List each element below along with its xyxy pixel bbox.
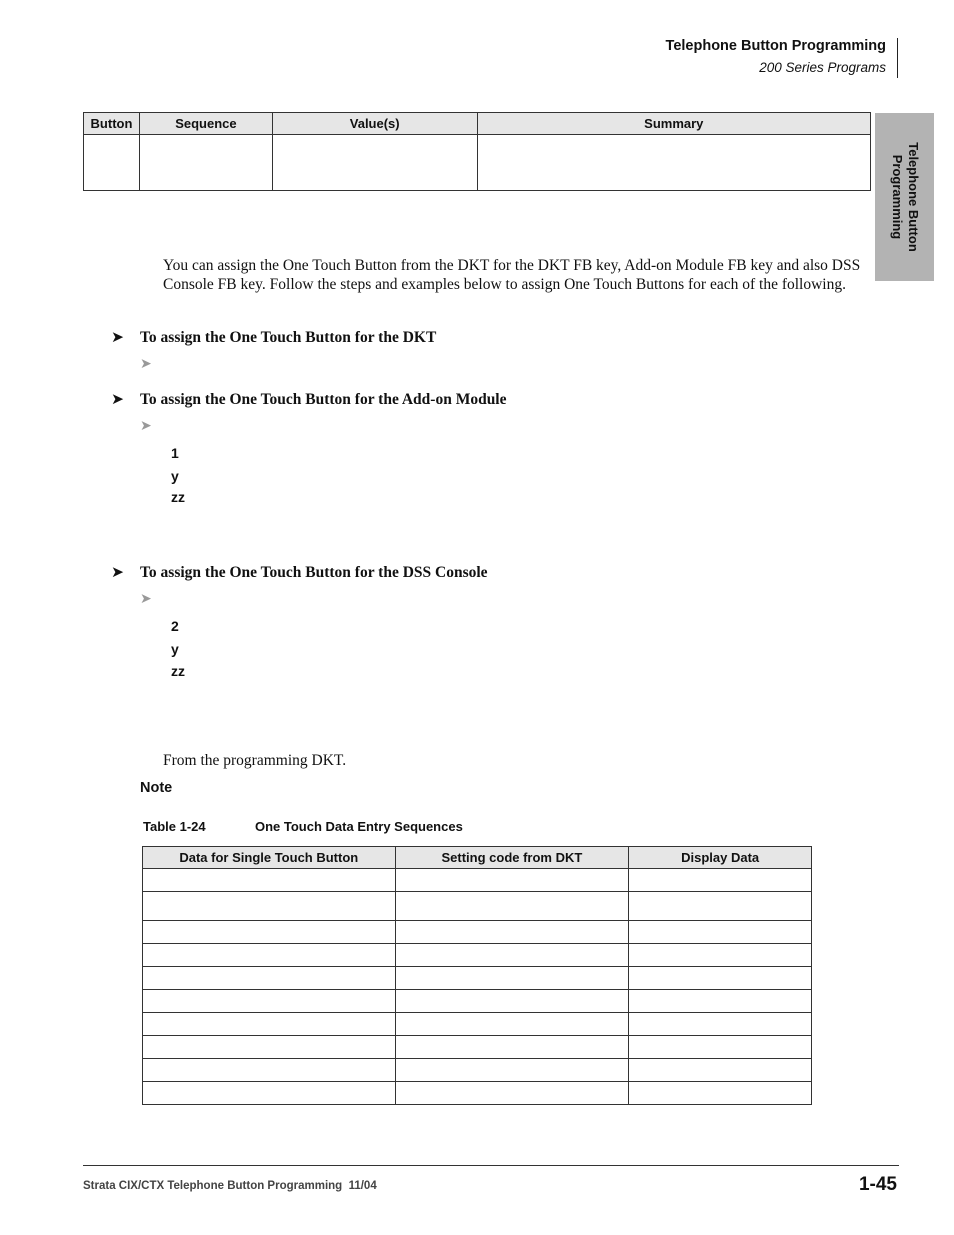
table-row	[84, 135, 871, 191]
table-title: One Touch Data Entry Sequences	[255, 819, 463, 834]
table-cell	[395, 869, 629, 892]
table-row	[143, 1013, 812, 1036]
step-arrow-icon: ➤	[140, 591, 152, 607]
side-tab-line-1: Telephone Button	[905, 142, 921, 252]
table-cell	[143, 1059, 396, 1082]
section-heading-dss-console	[111, 563, 488, 582]
table-cell	[143, 921, 396, 944]
header-divider	[897, 38, 898, 78]
table-cell	[139, 135, 272, 191]
note-label: Note	[140, 780, 173, 796]
from-dkt-text: From the programming DKT.	[163, 752, 347, 769]
table-row	[143, 1036, 812, 1059]
chapter-side-tab	[875, 113, 934, 281]
table-cell	[629, 892, 812, 921]
code-value: y	[171, 641, 179, 657]
table-cell	[629, 1013, 812, 1036]
code-value: zz	[171, 489, 185, 505]
footer-document-title: Strata CIX/CTX Telephone Button Programming 11/04	[83, 1180, 377, 1192]
table-cell	[629, 967, 812, 990]
table-cell	[395, 1082, 629, 1105]
table-row	[143, 1082, 812, 1105]
table-cell	[629, 1082, 812, 1105]
table-row	[143, 1059, 812, 1082]
table-row	[143, 967, 812, 990]
table-cell	[629, 944, 812, 967]
code-value: 2	[171, 618, 179, 634]
column-header-button: Button	[84, 113, 140, 135]
table-header-row	[143, 847, 812, 869]
column-header-display-data: Display Data	[629, 847, 812, 869]
table-cell	[143, 892, 396, 921]
side-tab-line-2: Programming	[889, 154, 905, 240]
table-cell	[395, 1059, 629, 1082]
table-cell	[272, 135, 477, 191]
column-header-setting-code: Setting code from DKT	[395, 847, 629, 869]
table-row	[143, 921, 812, 944]
table-row	[143, 944, 812, 967]
arrow-icon: ➤	[111, 390, 124, 408]
section-heading-text: To assign the One Touch Button for the DKT	[140, 329, 437, 346]
table-cell	[395, 892, 629, 921]
side-tab-label	[889, 142, 921, 252]
table-row	[143, 892, 812, 921]
running-header-title: Telephone Button Programming	[665, 38, 886, 54]
table-cell	[143, 990, 396, 1013]
column-header-values: Value(s)	[272, 113, 477, 135]
table-cell	[477, 135, 870, 191]
table-cell	[143, 1082, 396, 1105]
table-cell	[143, 1036, 396, 1059]
table-cell	[629, 869, 812, 892]
step-arrow-icon: ➤	[140, 356, 152, 372]
code-value: 1	[171, 445, 179, 461]
table-cell	[395, 1036, 629, 1059]
code-value: zz	[171, 663, 185, 679]
section-heading-dkt	[111, 328, 436, 347]
section-heading-text: To assign the One Touch Button for the DSS Console	[140, 564, 488, 581]
table-header-row	[84, 113, 871, 135]
table-number: Table 1-24	[143, 819, 206, 834]
intro-paragraph: You can assign the One Touch Button from the DKT for the DKT FB key, Add-on Module FB key and also DSS Console FB key. Follow the steps and examples below to assign One Touch Buttons for each of the following.	[163, 257, 861, 293]
table-row	[143, 990, 812, 1013]
table-cell	[629, 1059, 812, 1082]
one-touch-data-table	[142, 846, 812, 1105]
table-cell	[629, 990, 812, 1013]
program-summary-table	[83, 112, 871, 191]
table-cell	[395, 967, 629, 990]
running-header-subtitle: 200 Series Programs	[759, 60, 886, 75]
code-value: y	[171, 468, 179, 484]
footer-divider	[83, 1165, 899, 1166]
column-header-data: Data for Single Touch Button	[143, 847, 396, 869]
table-cell	[143, 869, 396, 892]
section-heading-add-on-module	[111, 390, 507, 409]
column-header-summary: Summary	[477, 113, 870, 135]
table-cell	[395, 1013, 629, 1036]
table-cell	[395, 944, 629, 967]
step-arrow-icon: ➤	[140, 418, 152, 434]
table-row	[143, 869, 812, 892]
column-header-sequence: Sequence	[139, 113, 272, 135]
table-cell	[629, 921, 812, 944]
table-cell	[143, 1013, 396, 1036]
table-cell	[143, 944, 396, 967]
table-cell	[84, 135, 140, 191]
arrow-icon: ➤	[111, 328, 124, 346]
section-heading-text: To assign the One Touch Button for the Add-on Module	[140, 391, 507, 408]
arrow-icon: ➤	[111, 563, 124, 581]
table-cell	[143, 967, 396, 990]
table-cell	[395, 990, 629, 1013]
table-cell	[629, 1036, 812, 1059]
table-cell	[395, 921, 629, 944]
page-number: 1-45	[858, 1174, 897, 1195]
